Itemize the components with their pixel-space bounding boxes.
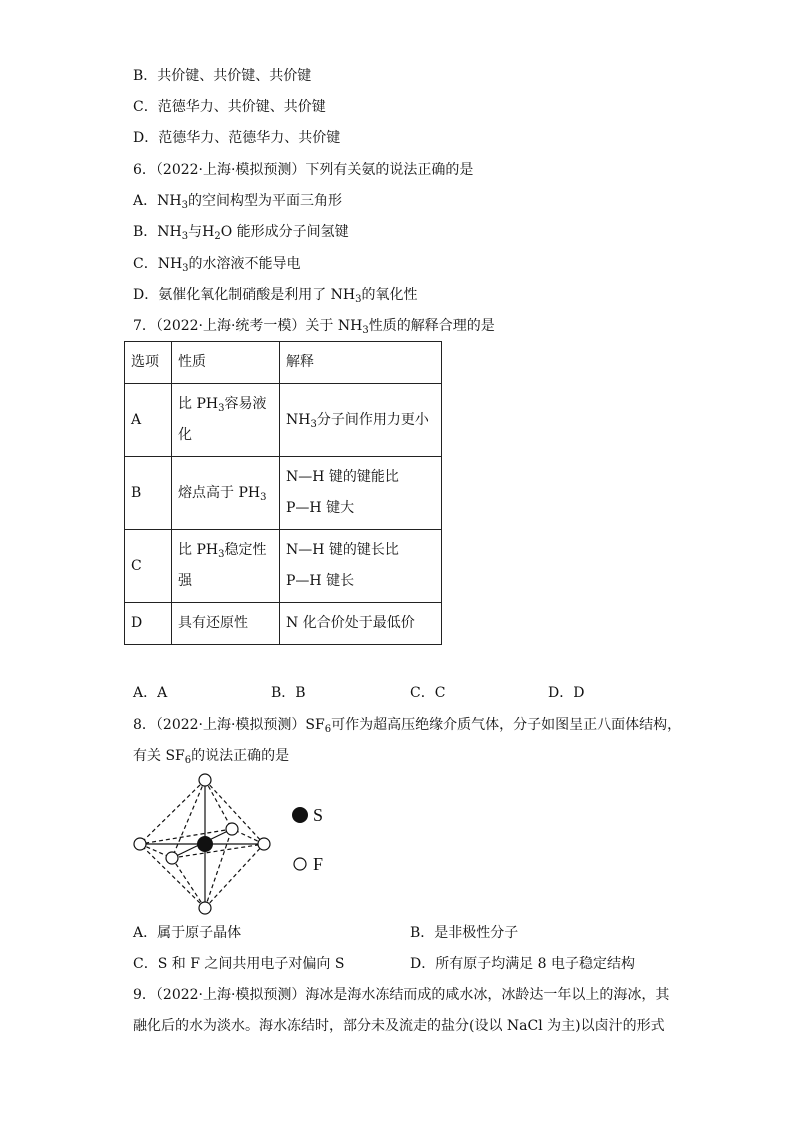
sulfur-atom [197, 836, 213, 852]
table-row [125, 603, 442, 645]
q7-options [133, 684, 653, 702]
q7-table [124, 341, 442, 645]
q6-option-a: A．$NH_3$的空间构型为平面三角形 [133, 193, 342, 211]
legend-s-label: S [313, 805, 324, 825]
q8-option-a: A．属于原子晶体 [133, 925, 242, 941]
row-explanation: N 化合价处于最低价 [280, 603, 442, 645]
row-option: D [125, 603, 172, 645]
q6-option-d: D．氨催化氧化制硝酸是利用了 $NH_3$的氧化性 [133, 287, 418, 305]
legend-f-label: F [313, 854, 324, 874]
header-option: 选项 [125, 342, 172, 384]
legend-fluorine-marker [294, 858, 306, 870]
q7-option-c: C．C [410, 685, 446, 701]
header-property: 性质 [172, 342, 280, 384]
row-property: 比 $PH_3$稳定性 强 [172, 530, 280, 603]
table-row [125, 530, 442, 603]
prev-option-c: C．范德华力、共价键、共价键 [133, 99, 326, 115]
q7-stem: 7．（2022·上海·统考一模）关于 $NH_3$性质的解释合理的是 [133, 318, 495, 336]
q6-option-c: C．$NH_3$的水溶液不能导电 [133, 256, 301, 274]
table-header-row [125, 342, 442, 384]
row-explanation: $NH_3$分子间作用力更小 [280, 384, 442, 457]
q8-option-d: D．所有原子均满足 8 电子稳定结构 [410, 956, 636, 972]
sf6-octahedron-figure [124, 768, 344, 920]
q8-stem-line1: 8．（2022·上海·模拟预测）$SF_6$可作为超高压绝缘介质气体，分子如图呈正八面体结构， [133, 717, 682, 735]
row-property: 具有还原性 [172, 603, 280, 645]
row-property: 熔点高于 $PH_3$ [172, 457, 280, 530]
q7-option-d: D．D [548, 685, 585, 701]
row-option: A [125, 384, 172, 457]
q7-option-a: A．A [133, 685, 168, 701]
q6-stem: 6．（2022·上海·模拟预测）下列有关氨的说法正确的是 [133, 162, 474, 178]
table-row [125, 457, 442, 530]
q9-stem-line1: 9．（2022·上海·模拟预测）海冰是海水冻结而成的咸水冰，冰龄达一年以上的海冰，其 [133, 987, 670, 1003]
prev-option-b: B．共价键、共价键、共价键 [133, 68, 312, 84]
row-explanation: N—H 键的键能比 P—H 键大 [280, 457, 442, 530]
header-explanation: 解释 [280, 342, 442, 384]
row-option: B [125, 457, 172, 530]
q9-stem-line2: 融化后的水为淡水。海水冻结时，部分未及流走的盐分(设以 NaCl 为主)以卤汁的形式 [133, 1018, 665, 1034]
q8-option-c: C．S 和 F 之间共用电子对偏向 S [133, 956, 345, 972]
q8-stem-line2: 有关 $SF_6$的说法正确的是 [133, 748, 290, 766]
q8-option-b: B．是非极性分子 [410, 925, 519, 941]
row-option: C [125, 530, 172, 603]
q7-option-b: B．B [271, 685, 306, 701]
row-explanation: N—H 键的键长比 P—H 键长 [280, 530, 442, 603]
q6-option-b: B．$NH_3$与$H_2O$ 能形成分子间氢键 [133, 224, 349, 242]
prev-option-d: D．范德华力、范德华力、共价键 [133, 130, 341, 146]
row-property: 比 $PH_3$容易液 化 [172, 384, 280, 457]
legend-sulfur-marker [292, 807, 308, 823]
table-row [125, 384, 442, 457]
